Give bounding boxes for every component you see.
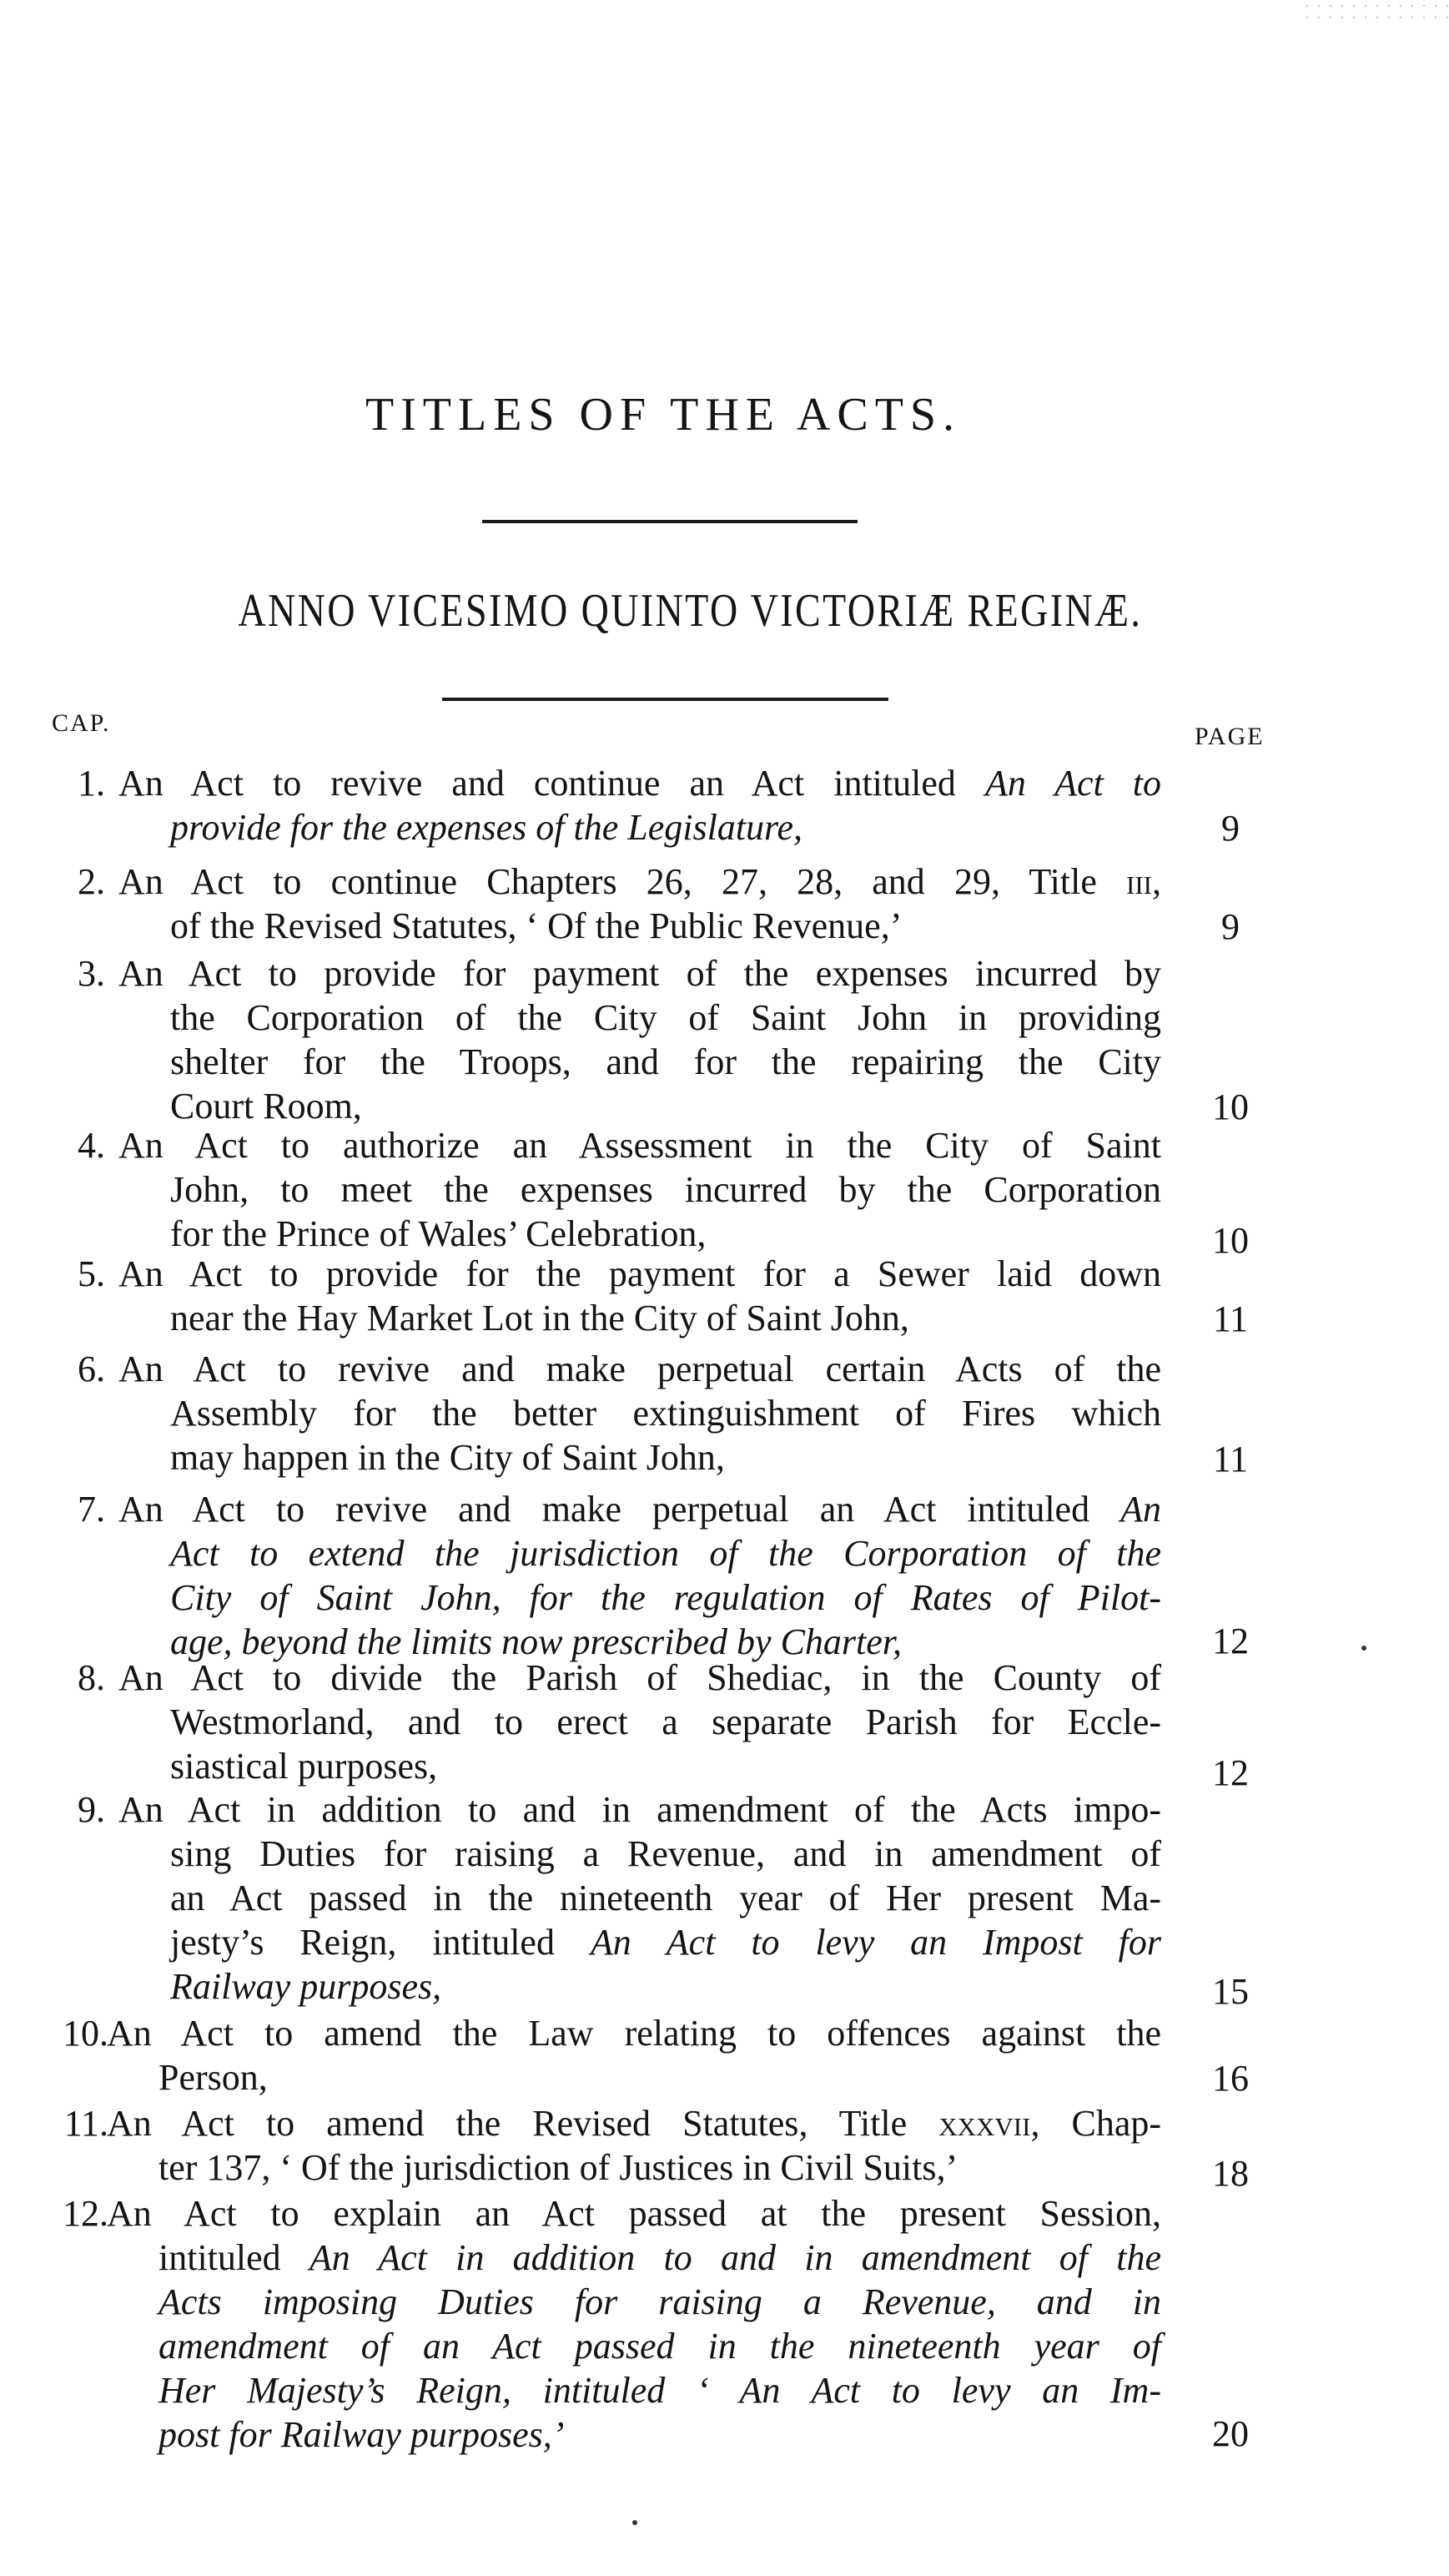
italic-text: provide for the expenses of the Legislature, xyxy=(170,807,803,848)
roman-text: An Act to amend the Law relating to offences against the xyxy=(107,2013,1161,2054)
act-title-line xyxy=(118,996,1161,1040)
stray-mark xyxy=(1361,1646,1366,1651)
act-title-line xyxy=(107,2191,1161,2236)
cap-number: 2. xyxy=(78,861,105,902)
act-title xyxy=(118,1123,1161,1256)
cap-number: 5. xyxy=(78,1253,105,1294)
roman-text: An Act to explain an Act passed at the present Session, xyxy=(107,2193,1161,2234)
roman-text: An Act to provide for payment of the expenses incurred by xyxy=(118,953,1161,994)
roman-text: near the Hay Market Lot in the City of Saint John, xyxy=(170,1298,909,1338)
roman-text: shelter for the Troops, and for the repairing the City xyxy=(170,1041,1161,1082)
italic-text: Act to extend the jurisdiction of the Corporation of the xyxy=(170,1533,1161,1574)
italic-text: An Act in addition to and in amendment of the xyxy=(309,2237,1162,2278)
cap-number: 6. xyxy=(78,1348,105,1389)
act-title xyxy=(118,860,1161,948)
act-title xyxy=(118,761,1161,849)
roman-text: iii xyxy=(1126,861,1152,902)
roman-text: Assembly for the better extinguishment of Fires which xyxy=(170,1393,1161,1434)
roman-text: , Chap- xyxy=(1030,2103,1161,2144)
page-number: 12 xyxy=(1212,1621,1249,1661)
act-title-line xyxy=(118,805,1161,849)
act-title-line xyxy=(118,1040,1161,1084)
act-title-line xyxy=(118,1296,1161,1340)
cap-number: 8. xyxy=(78,1657,105,1698)
roman-text: , xyxy=(1152,861,1161,902)
roman-text: An Act to authorize an Assessment in the City of Saint xyxy=(118,1125,1161,1166)
act-title-line xyxy=(118,1167,1161,1212)
act-title-line xyxy=(118,1700,1161,1744)
act-title-line xyxy=(107,2145,1161,2190)
page-number: 16 xyxy=(1212,2058,1249,2099)
act-title-line xyxy=(118,1656,1161,1700)
roman-text: sing Duties for raising a Revenue, and in amendment of xyxy=(170,1833,1161,1874)
page-title: TITLES OF THE ACTS. xyxy=(365,389,962,441)
act-title-line xyxy=(118,1531,1161,1575)
roman-text: Westmorland, and to erect a separate Parish for Eccle- xyxy=(170,1701,1161,1742)
roman-text: for the Prince of Wales’ Celebration, xyxy=(170,1213,707,1254)
regnal-year-heading: ANNO VICESIMO QUINTO VICTORIÆ REGINÆ. xyxy=(238,585,1143,637)
act-title xyxy=(107,2191,1161,2457)
act-title-line xyxy=(107,2368,1161,2412)
act-title xyxy=(118,1347,1161,1480)
act-title-line xyxy=(118,1084,1161,1128)
subtitle-rule xyxy=(442,698,888,701)
roman-text: jesty’s Reign, intituled xyxy=(170,1922,591,1963)
italic-text: An Act to xyxy=(984,763,1162,804)
cap-number: 4. xyxy=(78,1125,105,1166)
roman-text: An Act to provide for the payment for a Sewer laid down xyxy=(118,1253,1161,1294)
roman-text: Person, xyxy=(158,2057,268,2098)
act-title-line xyxy=(118,761,1161,805)
roman-text: Court Room, xyxy=(170,1086,362,1127)
page-number: 12 xyxy=(1212,1752,1249,1793)
page-number: 11 xyxy=(1212,1439,1249,1480)
act-title-line xyxy=(107,2011,1161,2055)
roman-text: ter 137, ‘ Of the jurisdiction of Justices in Civil Suits,’ xyxy=(158,2147,958,2188)
page-number: 15 xyxy=(1212,1971,1249,2012)
italic-text: age, beyond the limits now prescribed by Charter, xyxy=(170,1621,903,1662)
cap-number: 11. xyxy=(63,2103,108,2144)
page-number: 18 xyxy=(1212,2153,1249,2194)
act-title-line xyxy=(118,904,1161,948)
roman-text: may happen in the City of Saint John, xyxy=(170,1437,725,1478)
italic-text: Railway purposes, xyxy=(170,1966,442,2007)
stray-mark xyxy=(632,2520,637,2525)
act-title xyxy=(118,1656,1161,1788)
roman-text: An Act to revive and make perpetual an Act intituled xyxy=(118,1489,1121,1530)
act-title xyxy=(118,1487,1161,1664)
act-title-line xyxy=(118,1123,1161,1167)
roman-text: siastical purposes, xyxy=(170,1746,438,1787)
cap-column-header: CAP. xyxy=(52,709,111,737)
page-number: 10 xyxy=(1212,1086,1249,1127)
page-number: 9 xyxy=(1221,906,1240,947)
act-title-line xyxy=(118,860,1161,904)
page-number: 20 xyxy=(1212,2413,1249,2454)
act-title-line xyxy=(107,2324,1161,2368)
act-title-line xyxy=(118,1964,1161,2009)
act-title-line xyxy=(118,1920,1161,1964)
act-title-line xyxy=(107,2412,1161,2457)
roman-text: An Act to revive and make perpetual certain Acts of the xyxy=(118,1348,1161,1389)
cap-number: 12. xyxy=(63,2193,108,2234)
act-title-line xyxy=(118,1347,1161,1391)
roman-text: An Act in addition to and in amendment of the Acts impo- xyxy=(118,1789,1161,1830)
italic-text: post for Railway purposes,’ xyxy=(158,2414,565,2455)
act-title-line xyxy=(118,1435,1161,1480)
cap-number: 9. xyxy=(78,1789,105,1830)
act-title-line xyxy=(118,1212,1161,1256)
act-title xyxy=(107,2011,1161,2100)
page-number: 10 xyxy=(1212,1220,1249,1261)
act-title-line xyxy=(107,2280,1161,2324)
roman-text: An Act to divide the Parish of Shediac, in the County of xyxy=(118,1657,1161,1698)
roman-text: xxxvii xyxy=(938,2103,1031,2144)
act-title-line xyxy=(118,1391,1161,1435)
roman-text: An Act to revive and continue an Act intituled xyxy=(118,763,985,804)
italic-text: An xyxy=(1120,1489,1161,1530)
act-title-line xyxy=(107,2101,1161,2145)
act-title-line xyxy=(118,1575,1161,1620)
italic-text: Acts imposing Duties for raising a Revenue, and in xyxy=(158,2281,1161,2322)
page-number: 9 xyxy=(1221,808,1240,849)
cap-number: 7. xyxy=(78,1489,105,1530)
act-title xyxy=(107,2101,1161,2190)
italic-text: City of Saint John, for the regulation of Rates of Pilot- xyxy=(170,1577,1161,1618)
italic-text: amendment of an Act passed in the nineteenth year of xyxy=(158,2326,1161,2367)
act-title-line xyxy=(118,951,1161,996)
cap-number: 10. xyxy=(63,2013,108,2054)
roman-text: an Act passed in the nineteenth year of Her present Ma- xyxy=(170,1878,1161,1918)
cap-number: 1. xyxy=(78,763,105,804)
italic-text: Her Majesty’s Reign, intituled ‘ An Act to levy an Im- xyxy=(158,2370,1161,2411)
roman-text: John, to meet the expenses incurred by the Corporation xyxy=(170,1169,1161,1210)
roman-text: An Act to continue Chapters 26, 27, 28, and 29, Title xyxy=(118,861,1127,902)
act-title-line xyxy=(107,2236,1161,2280)
roman-text: intituled xyxy=(158,2237,309,2278)
page-column-header: PAGE xyxy=(1195,723,1265,750)
act-title-line xyxy=(118,1787,1161,1832)
page-number: 11 xyxy=(1212,1298,1249,1339)
act-title-line xyxy=(107,2055,1161,2100)
roman-text: the Corporation of the City of Saint John in providing xyxy=(170,997,1161,1038)
act-title-line xyxy=(118,1744,1161,1788)
scan-speckle xyxy=(1301,0,1449,25)
roman-text: An Act to amend the Revised Statutes, Title xyxy=(107,2103,939,2144)
act-title xyxy=(118,951,1161,1128)
act-title-line xyxy=(118,1252,1161,1296)
roman-text: of the Revised Statutes, ‘ Of the Public Revenue,’ xyxy=(170,905,903,946)
act-title-line xyxy=(118,1876,1161,1920)
title-rule xyxy=(482,520,858,523)
act-title-line xyxy=(118,1832,1161,1876)
cap-number: 3. xyxy=(78,953,105,994)
act-title xyxy=(118,1252,1161,1340)
act-title xyxy=(118,1787,1161,2009)
act-title-line xyxy=(118,1487,1161,1531)
italic-text: An Act to levy an Impost for xyxy=(590,1922,1161,1963)
